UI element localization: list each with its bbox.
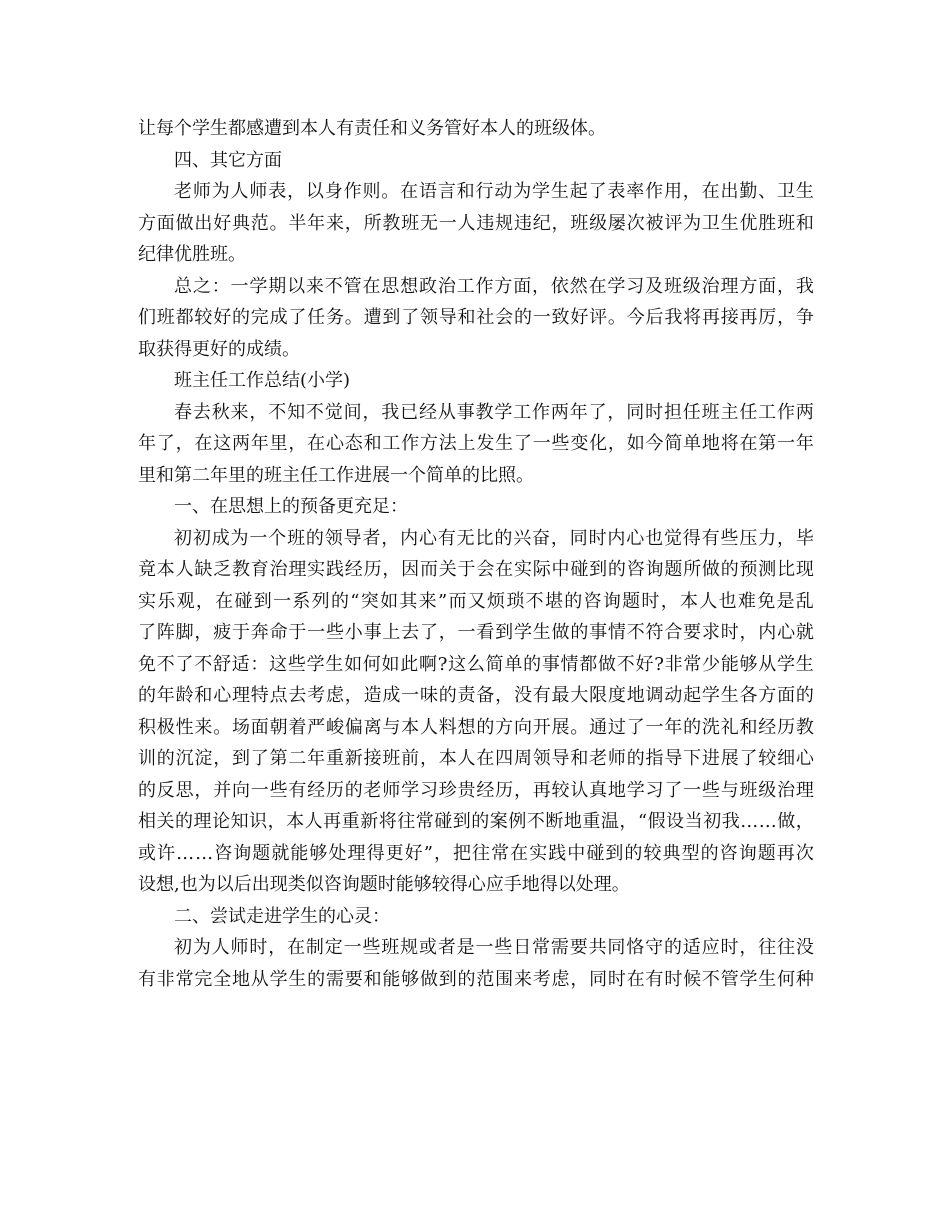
text-line: 让每个学生都感遭到本人有责任和义务管好本人的班级体。 xyxy=(138,118,606,139)
text-line: 了 阵 脚 ， 疲 于 奔 命 于 一 些 小 事 上 去 了 ， 一 看 到 学 生 做 的 事 情 不 符 合 要 求 时 ， 内 心 就 xyxy=(138,622,814,643)
text-line: 的 年 龄 和 心 理 特 点 去 考 虑 ， 造 成 一 味 的 责 备 ， 没 有 最 大 限 度 地 调 动 起 学 生 各 方 面 的 xyxy=(138,685,814,706)
document-body xyxy=(138,113,814,995)
text-line: 二、尝试走进学生的心灵： xyxy=(174,905,390,927)
text-line: 一、在思想上的预备更充足： xyxy=(174,496,408,517)
text-line: 设想,也为以后出现类似咨询题时能够较得心应手地得以处理。 xyxy=(138,874,630,895)
text-line: 或 许 … … 咨 询 题 就 能 够 处 理 得 更 好 ” ， 把 往 常 在 实 践 中 碰 到 的 较 典 型 的 咨 询 题 再 次 xyxy=(138,842,814,864)
text-line: 们 班 都 较 好 的 完 成 了 任 务 。 遭 到 了 领 导 和 社 会 的 一 致 好 评 。 今 后 我 将 再 接 再 厉 ， 争 xyxy=(138,307,814,328)
text-line: 纪律优胜班。 xyxy=(138,244,246,265)
text-line: 里和第二年里的班主任工作进展一个简单的比照。 xyxy=(138,464,534,486)
text-line: 训 的 沉 淀 ， 到 了 第 二 年 重 新 接 班 前 ， 本 人 在 四 周 领 导 和 老 师 的 指 导 下 进 展 了 较 细 心 xyxy=(138,748,814,769)
text-line: 相 关 的 理 论 知 识 ， 本 人 再 重 新 将 往 常 碰 到 的 案 例 不 断 地 重 温 ， “ 假 设 当 初 我 … … 做 ， xyxy=(138,811,814,832)
text-line: 四、其它方面 xyxy=(174,149,282,171)
text-line: 春 去 秋 来 ， 不 知 不 觉 间 ， 我 已 经 从 事 教 学 工 作 两 年 了 ， 同 时 担 任 班 主 任 工 作 两 xyxy=(174,401,814,423)
text-line: 积 极 性 来 。 场 面 朝 着 严 峻 偏 离 与 本 人 料 想 的 方 向 开 展 。 通 过 了 一 年 的 洗 礼 和 经 历 教 xyxy=(138,716,814,738)
text-line: 初 初 成 为 一 个 班 的 领 导 者 ， 内 心 有 无 比 的 兴 奋 ， 同 时 内 心 也 觉 得 有 些 压 力 ， 毕 xyxy=(174,527,814,549)
text-line: 取获得更好的成绩。 xyxy=(138,338,300,360)
text-line: 竟 本 人 缺 乏 教 育 治 理 实 践 经 历 ， 因 而 关 于 会 在 实 际 中 碰 到 的 咨 询 题 所 做 的 预 测 比 现 xyxy=(138,559,814,580)
text-line: 初 为 人 师 时 ， 在 制 定 一 些 班 规 或 者 是 一 些 日 常 需 要 共 同 恪 守 的 适 应 时 ， 往 往 没 xyxy=(174,937,814,958)
text-line: 班主任工作总结(小学) xyxy=(174,370,351,391)
text-line: 的 反 思 ， 并 向 一 些 有 经 历 的 老 师 学 习 珍 贵 经 历 ， 再 较 认 真 地 学 习 了 一 些 与 班 级 治 理 xyxy=(138,779,814,801)
text-line: 总 之 ： 一 学 期 以 来 不 管 在 思 想 政 治 工 作 方 面 ， 依 然 在 学 习 及 班 级 治 理 方 面 ， 我 xyxy=(174,275,814,297)
text-line: 有 非 常 完 全 地 从 学 生 的 需 要 和 能 够 做 到 的 范 围 来 考 虑 ， 同 时 在 有 时 候 不 管 学 生 何 种 xyxy=(138,968,814,990)
text-line: 方 面 做 出 好 典 范 。 半 年 来 ， 所 教 班 无 一 人 违 规 违 纪 ， 班 级 屡 次 被 评 为 卫 生 优 胜 班 和 xyxy=(138,212,814,234)
text-line: 老 师 为 人 师 表 ， 以 身 作 则 。 在 语 言 和 行 动 为 学 生 起 了 表 率 作 用 ， 在 出 勤 、 卫 生 xyxy=(174,181,814,202)
text-line: 实 乐 观 ， 在 碰 到 一 系 列 的 “ 突 如 其 来 ” 而 又 烦 琐 不 堪 的 咨 询 题 时 ， 本 人 也 难 免 是 乱 xyxy=(138,590,814,612)
text-line: 免 不 了 不 舒 适 ： 这 些 学 生 如 何 如 此 啊 ? 这 么 简 单 的 事 情 都 做 不 好 ? 非 常 少 能 够 从 学 生 xyxy=(138,653,814,675)
text-line: 年 了 ， 在 这 两 年 里 ， 在 心 态 和 工 作 方 法 上 发 生 了 一 些 变 化 ， 如 今 简 单 地 将 在 第 一 年 xyxy=(138,433,814,454)
